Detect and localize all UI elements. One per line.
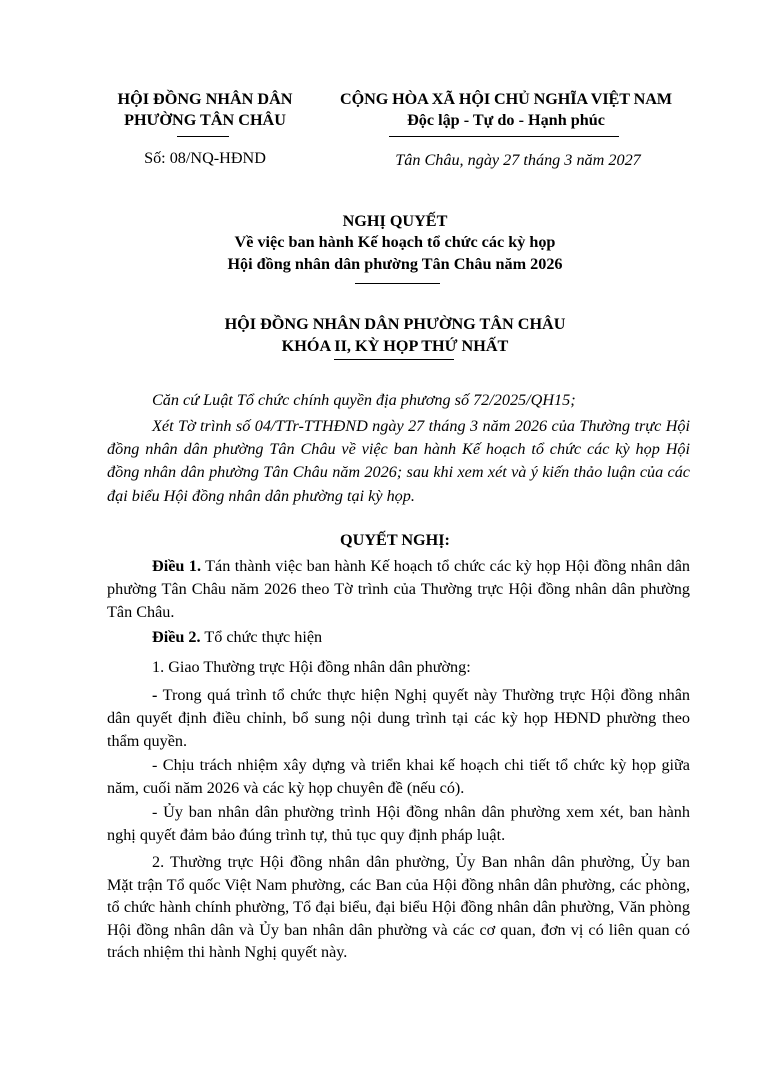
article-1 <box>107 555 690 624</box>
decision-heading: QUYẾT NGHỊ: <box>340 531 450 549</box>
bullet-1 <box>107 684 690 753</box>
article-2-label: Điều 2. <box>152 628 201 646</box>
title-divider <box>355 283 440 284</box>
issuer-line2: KHÓA II, KỲ HỌP THỨ NHẤT <box>281 337 509 355</box>
bullet-2: - Chịu trách nhiệm xây dựng và triển khai kế hoạch chi tiết tổ chức kỳ họp giữa năm, cuối năm 2026 và các kỳ họp chuyên đề (nếu có). <box>107 756 690 797</box>
place-date: Tân Châu, ngày 27 tháng 3 năm 2027 <box>395 151 641 169</box>
council-name-line1: HỘI ĐỒNG NHÂN DÂN <box>117 90 293 108</box>
council-name-line2: PHƯỜNG TÂN CHÂU <box>124 111 286 129</box>
document-number: Số: 08/NQ-HĐND <box>144 149 266 167</box>
bullet-1-dash: - <box>152 686 158 704</box>
council-underline <box>177 136 229 137</box>
nation-motto: Độc lập - Tự do - Hạnh phúc <box>407 111 605 129</box>
item-1: 1. Giao Thường trực Hội đồng nhân dân phường: <box>152 658 471 676</box>
article-1-text: Tán thành việc ban hành Kế hoạch tổ chức các kỳ họp Hội đồng nhân dân phường Tân Châu năm 2026 theo Tờ trình của Thường trực Hội đồng nhân dân phường Tân Châu. <box>107 557 690 621</box>
article-2 <box>107 626 690 649</box>
document-type: NGHỊ QUYẾT <box>342 212 448 230</box>
subject-line1: Về việc ban hành Kế hoạch tổ chức các kỳ họp <box>234 233 556 251</box>
legal-basis: Căn cứ Luật Tổ chức chính quyền địa phương số 72/2025/QH15; <box>152 391 576 409</box>
nation-name: CỘNG HÒA XÃ HỘI CHỦ NGHĨA VIỆT NAM <box>340 90 672 108</box>
bullet-3: - Ủy ban nhân dân phường trình Hội đồng nhân dân phường xem xét, ban hành nghị quyết đảm bảo đúng trình tự, thủ tục quy định pháp luật. <box>107 803 690 844</box>
article-1-label: Điều 1. <box>152 557 201 575</box>
issuer-divider <box>334 359 454 360</box>
item-2: 2. Thường trực Hội đồng nhân dân phường, Ủy Ban nhân dân phường, Ủy ban Mặt trận Tổ quốc Việt Nam phường, các Ban của Hội đồng nhân dân phường, các phòng, tổ chức hành chính phường, Tổ đại biểu, đại biểu Hội đồng nhân dân phường, Văn phòng Hội đồng nhân dân và Ủy ban nhân dân phường và các cơ quan, đơn vị có liên quan có trách nhiệm thi hành Nghị quyết này. <box>107 853 690 961</box>
article-2-text: Tổ chức thực hiện <box>200 628 323 646</box>
bullet-1-text: Trong quá trình tổ chức thực hiện Nghị quyết này Thường trực Hội đồng nhân dân quyết định điều chỉnh, bổ sung nội dung trình tại các kỳ họp HĐND phường theo thẩm quyền. <box>107 686 690 750</box>
subject-line2: Hội đồng nhân dân phường Tân Châu năm 2026 <box>227 255 563 273</box>
consideration-text: Xét Tờ trình số 04/TTr-TTHĐND ngày 27 tháng 3 năm 2026 của Thường trực Hội đồng nhân dân phường Tân Châu về việc ban hành Kế hoạch tổ chức các kỳ họp Hội đồng nhân dân phường Tân Châu năm 2026; sau khi xem xét và ý kiến thảo luận của các đại biểu Hội đồng nhân dân phường tại kỳ họp. <box>107 417 690 505</box>
issuer-line1: HỘI ĐỒNG NHÂN DÂN PHƯỜNG TÂN CHÂU <box>224 315 566 333</box>
motto-underline <box>389 136 619 137</box>
